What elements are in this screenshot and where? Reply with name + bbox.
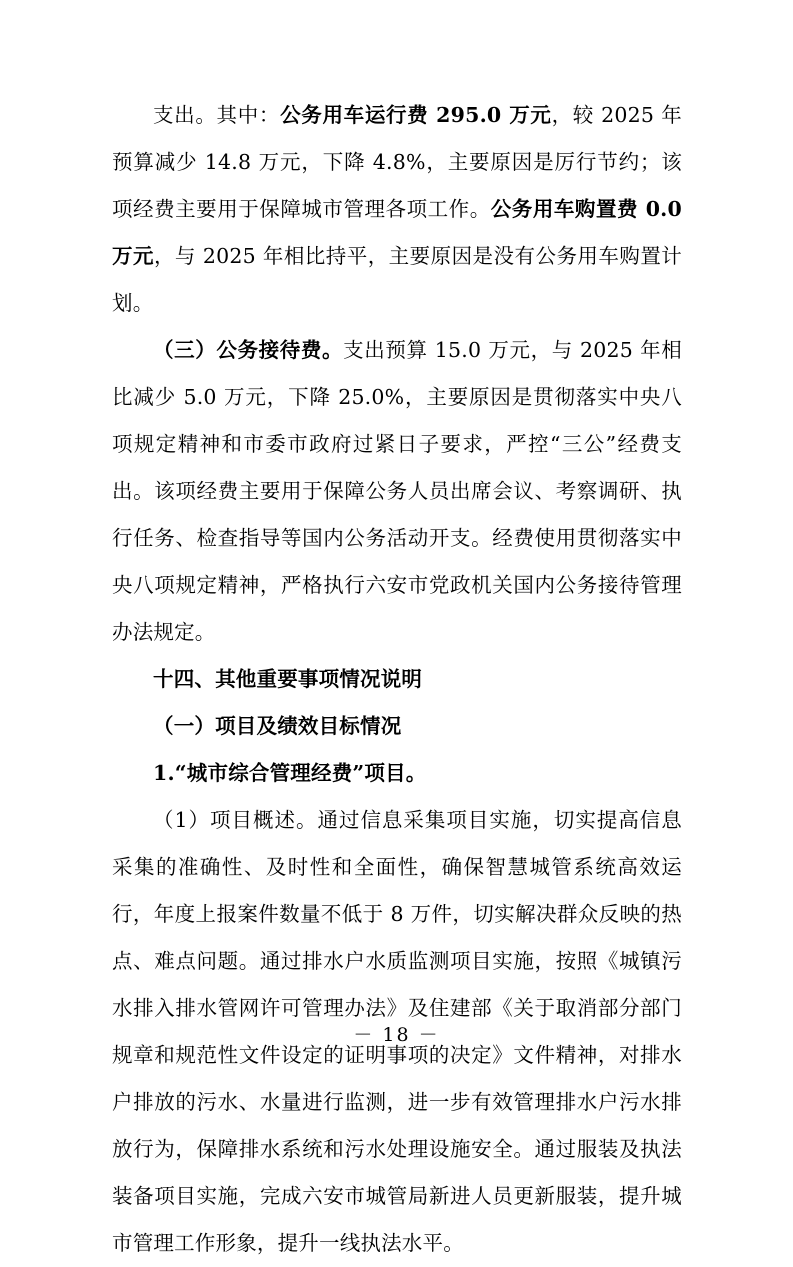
emphasis-text: 公务用车购置费 0.0 万元 [112, 197, 682, 268]
plain-text: 支出。其中： [153, 103, 281, 127]
body-paragraph [112, 92, 682, 327]
emphasis-text: 1.“城市综合管理经费”项目。 [153, 761, 427, 785]
emphasis-text: 公务用车运行费 295.0 万元 [280, 103, 552, 127]
emphasis-text: （一）项目及绩效目标情况 [153, 714, 402, 738]
section-heading [112, 750, 682, 797]
plain-text: ，与 2025 年相比持平，主要原因是没有公务用车购置计划。 [112, 244, 682, 315]
plain-text: 支出预算 15.0 万元，与 2025 年相比减少 5.0 万元，下降 25.0%，主要原因是贯彻落实中央八项规定精神和市委市政府过紧日子要求，严控“三公”经费支出。该项经费主要用于保障公务人员出席会议、考察调研、执行任务、检查指导等国内公务活动开支。经费使用贯彻落实中央八项规定精神，严格执行六安市党政机关国内公务接待管理办法规定。 [112, 338, 682, 644]
section-heading [112, 703, 682, 750]
plain-text: ，较 2025 年预算减少 14.8 万元，下降 4.8%，主要原因是厉行节约；该项经费主要用于保障城市管理各项工作。 [112, 103, 682, 221]
emphasis-text: 十四、其他重要事项情况说明 [153, 667, 423, 691]
page-number: － 18 － [353, 1024, 440, 1046]
plain-text: （1）项目概述。通过信息采集项目实施，切实提高信息采集的准确性、及时性和全面性，确保智慧城管系统高效运行，年度上报案件数量不低于 8 万件，切实解决群众反映的热点、难点问题。通过排水户水质监测项目实施，按照《城镇污水排入排水管网许可管理办法》及住建部《关于取消部分部门规章和规范性文件设定的证明事项的决定》文件精神，对排水户排放的污水、水量进行监测，进一步有效管理排水户污水排放行为，保障排水系统和污水处理设施安全。通过服装及执法装备项目实施，完成六安市城管局新进人员更新服装，提升城市管理工作形象，提升一线执法水平。 [112, 808, 682, 1255]
body-paragraph [112, 327, 682, 656]
emphasis-text: （三）公务接待费。 [153, 338, 344, 362]
document-body [112, 92, 682, 1267]
section-heading [112, 656, 682, 703]
